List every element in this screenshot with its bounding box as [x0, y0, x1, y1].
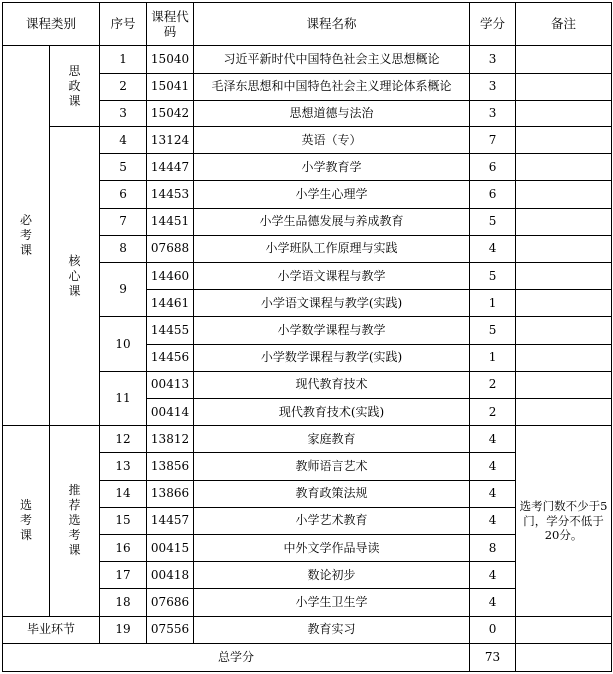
cell-credit: 4 [470, 235, 516, 262]
cell-credit: 7 [470, 126, 516, 153]
cell-credit: 2 [470, 371, 516, 398]
cell-credit: 5 [470, 262, 516, 289]
cell-credit: 8 [470, 534, 516, 561]
header-credit: 学分 [470, 3, 516, 46]
cell-credit: 3 [470, 73, 516, 100]
cell-remark [516, 398, 612, 425]
header-remark: 备注 [516, 3, 612, 46]
cell-code: 07686 [147, 589, 194, 616]
cell-code: 14453 [147, 181, 194, 208]
cell-seq: 9 [100, 262, 147, 316]
cell-credit: 5 [470, 317, 516, 344]
cell-code: 14451 [147, 208, 194, 235]
cell-remark [516, 371, 612, 398]
cell-code: 14456 [147, 344, 194, 371]
cell-code: 07556 [147, 616, 194, 643]
cell-name: 小学生卫生学 [194, 589, 470, 616]
cell-credit: 3 [470, 46, 516, 73]
cell-code: 13812 [147, 426, 194, 453]
cell-name: 小学数学课程与教学 [194, 317, 470, 344]
cell-remark [516, 73, 612, 100]
table-row [3, 126, 612, 153]
cell-seq: 15 [100, 507, 147, 534]
cell-name: 现代教育技术(实践) [194, 398, 470, 425]
cell-credit: 3 [470, 100, 516, 126]
cell-code: 15041 [147, 73, 194, 100]
cell-name: 毛泽东思想和中国特色社会主义理论体系概论 [194, 73, 470, 100]
cell-code: 15040 [147, 46, 194, 73]
group-recommended: 推 荐 选 考 课 [50, 426, 100, 616]
cell-seq: 16 [100, 534, 147, 561]
group-required: 必 考 课 [3, 46, 50, 426]
cell-credit: 1 [470, 344, 516, 371]
cell-credit: 5 [470, 208, 516, 235]
table-row [3, 616, 612, 643]
cell-credit: 4 [470, 480, 516, 507]
cell-code: 14457 [147, 507, 194, 534]
cell-name: 小学生品德发展与养成教育 [194, 208, 470, 235]
cell-seq: 4 [100, 126, 147, 153]
cell-name: 现代教育技术 [194, 371, 470, 398]
cell-seq: 12 [100, 426, 147, 453]
cell-remark [516, 317, 612, 344]
cell-code: 14460 [147, 262, 194, 289]
cell-seq: 10 [100, 317, 147, 371]
cell-name: 小学艺术教育 [194, 507, 470, 534]
cell-code: 00413 [147, 371, 194, 398]
cell-name: 教师语言艺术 [194, 453, 470, 480]
group-elective: 选 考 课 [3, 426, 50, 616]
cell-seq: 18 [100, 589, 147, 616]
cell-name: 数论初步 [194, 562, 470, 589]
cell-name: 小学数学课程与教学(实践) [194, 344, 470, 371]
cell-remark [516, 235, 612, 262]
cell-code: 07688 [147, 235, 194, 262]
cell-remark [516, 154, 612, 181]
header-name: 课程名称 [194, 3, 470, 46]
cell-seq: 14 [100, 480, 147, 507]
cell-seq: 3 [100, 100, 147, 126]
table-row [3, 46, 612, 73]
cell-remark [516, 100, 612, 126]
cell-seq: 13 [100, 453, 147, 480]
cell-name: 习近平新时代中国特色社会主义思想概论 [194, 46, 470, 73]
cell-seq: 19 [100, 616, 147, 643]
header-code: 课程代码 [147, 3, 194, 46]
cell-credit: 1 [470, 290, 516, 317]
cell-credit: 4 [470, 507, 516, 534]
cell-seq: 8 [100, 235, 147, 262]
cell-code: 13856 [147, 453, 194, 480]
cell-code: 13866 [147, 480, 194, 507]
curriculum-table [2, 2, 612, 672]
cell-credit: 4 [470, 453, 516, 480]
cell-code: 00414 [147, 398, 194, 425]
cell-credit: 2 [470, 398, 516, 425]
cell-remark [516, 208, 612, 235]
cell-remark [516, 290, 612, 317]
cell-seq: 7 [100, 208, 147, 235]
cell-remark [516, 262, 612, 289]
cell-credit: 6 [470, 154, 516, 181]
cell-name: 英语（专） [194, 126, 470, 153]
cell-code: 15042 [147, 100, 194, 126]
group-core: 核 心 课 [50, 126, 100, 425]
cell-name: 小学语文课程与教学(实践) [194, 290, 470, 317]
cell-credit: 4 [470, 562, 516, 589]
elective-remark: 选考门数不少于5门，学分不低于20分。 [516, 426, 612, 616]
cell-code: 13124 [147, 126, 194, 153]
cell-name: 教育实习 [194, 616, 470, 643]
cell-name: 思想道德与法治 [194, 100, 470, 126]
group-political: 思 政 课 [50, 46, 100, 127]
cell-credit: 4 [470, 589, 516, 616]
cell-remark [516, 616, 612, 643]
cell-remark [516, 126, 612, 153]
cell-name: 教育政策法规 [194, 480, 470, 507]
cell-code: 14447 [147, 154, 194, 181]
cell-credit: 6 [470, 181, 516, 208]
cell-credit: 0 [470, 616, 516, 643]
cell-remark [516, 344, 612, 371]
cell-seq: 17 [100, 562, 147, 589]
total-row [3, 643, 612, 671]
cell-seq: 5 [100, 154, 147, 181]
table-row [3, 426, 612, 453]
total-value: 73 [470, 643, 516, 671]
cell-seq: 6 [100, 181, 147, 208]
cell-seq: 1 [100, 46, 147, 73]
cell-code: 00415 [147, 534, 194, 561]
cell-credit: 4 [470, 426, 516, 453]
cell-code: 14455 [147, 317, 194, 344]
cell-name: 小学语文课程与教学 [194, 262, 470, 289]
cell-remark [516, 643, 612, 671]
cell-name: 家庭教育 [194, 426, 470, 453]
cell-name: 小学班队工作原理与实践 [194, 235, 470, 262]
cell-name: 中外文学作品导读 [194, 534, 470, 561]
group-graduation: 毕业环节 [3, 616, 100, 643]
cell-seq: 11 [100, 371, 147, 425]
total-label: 总学分 [3, 643, 470, 671]
cell-name: 小学生心理学 [194, 181, 470, 208]
cell-remark [516, 46, 612, 73]
cell-code: 14461 [147, 290, 194, 317]
cell-seq: 2 [100, 73, 147, 100]
header-category: 课程类别 [3, 3, 100, 46]
cell-name: 小学教育学 [194, 154, 470, 181]
header-row [3, 3, 612, 46]
header-seq: 序号 [100, 3, 147, 46]
cell-remark [516, 181, 612, 208]
cell-code: 00418 [147, 562, 194, 589]
